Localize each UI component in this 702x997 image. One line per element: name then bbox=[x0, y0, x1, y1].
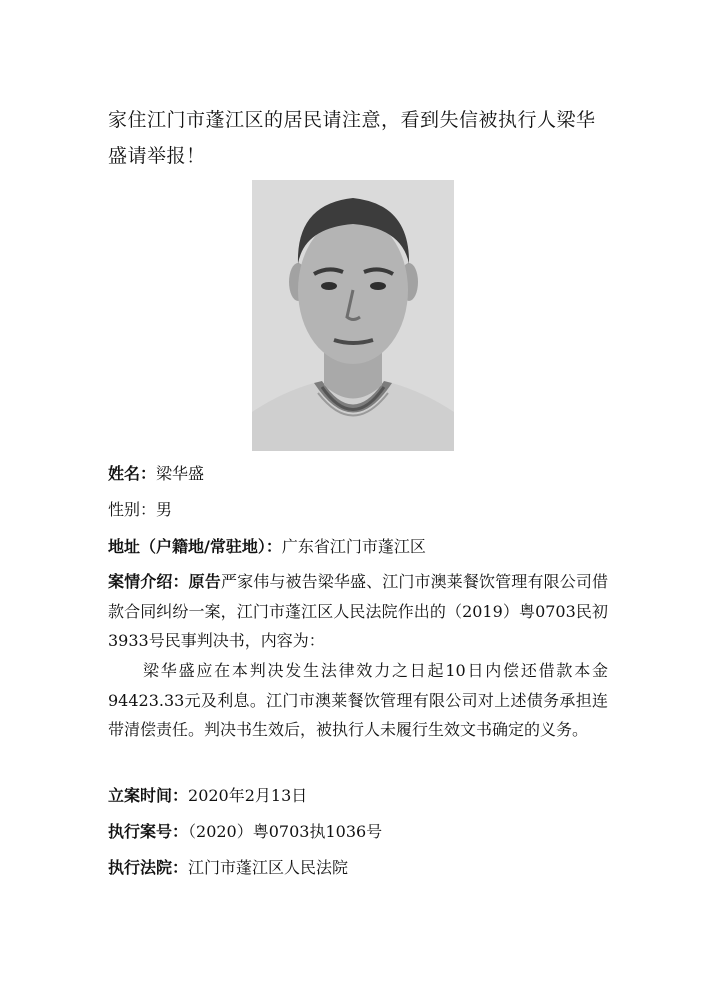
judgment-text: 梁华盛应在本判决发生法律效力之日起10日内偿还借款本金94423.33元及利息。江门市澳莱餐饮管理有限公司对上述债务承担连带清偿责任。判决书生效后，被执行人未履行生效文书确定的义务。 bbox=[108, 661, 608, 739]
gender-label: 性别： bbox=[108, 500, 157, 519]
case-intro bbox=[108, 567, 608, 656]
filing-value: 2020年2月13日 bbox=[188, 786, 308, 805]
address-label: 地址（户籍地/常驻地）： bbox=[108, 537, 282, 556]
exec-case-row bbox=[108, 822, 382, 842]
gender-row bbox=[108, 500, 172, 520]
court-label: 执行法院： bbox=[108, 858, 189, 877]
name-label: 姓名： bbox=[108, 464, 157, 483]
address-value: 广东省江门市蓬江区 bbox=[281, 537, 426, 556]
notice-headline: 家住江门市蓬江区的居民请注意，看到失信被执行人梁华盛请举报！ bbox=[108, 109, 596, 167]
exec-case-value: （2020）粤0703执1036号 bbox=[188, 822, 383, 841]
filing-label: 立案时间： bbox=[108, 786, 189, 805]
plaintiff-label: 原告 bbox=[188, 572, 221, 591]
name-value: 梁华盛 bbox=[156, 464, 205, 483]
court-row bbox=[108, 858, 348, 878]
name-row bbox=[108, 464, 204, 484]
case-intro-label: 案情介绍： bbox=[108, 572, 189, 591]
case-intro-text: 严家伟与被告梁华盛、江门市澳莱餐饮管理有限公司借款合同纠纷一案，江门市蓬江区人民法院作出的（2019）粤0703民初3933号民事判决书，内容为： bbox=[108, 572, 608, 650]
gender-value: 男 bbox=[156, 500, 173, 519]
exec-case-label: 执行案号： bbox=[108, 822, 189, 841]
filing-row bbox=[108, 786, 307, 806]
portrait-icon bbox=[252, 180, 454, 451]
court-value: 江门市蓬江区人民法院 bbox=[188, 858, 349, 877]
portrait-photo bbox=[252, 180, 454, 451]
address-row bbox=[108, 537, 426, 557]
